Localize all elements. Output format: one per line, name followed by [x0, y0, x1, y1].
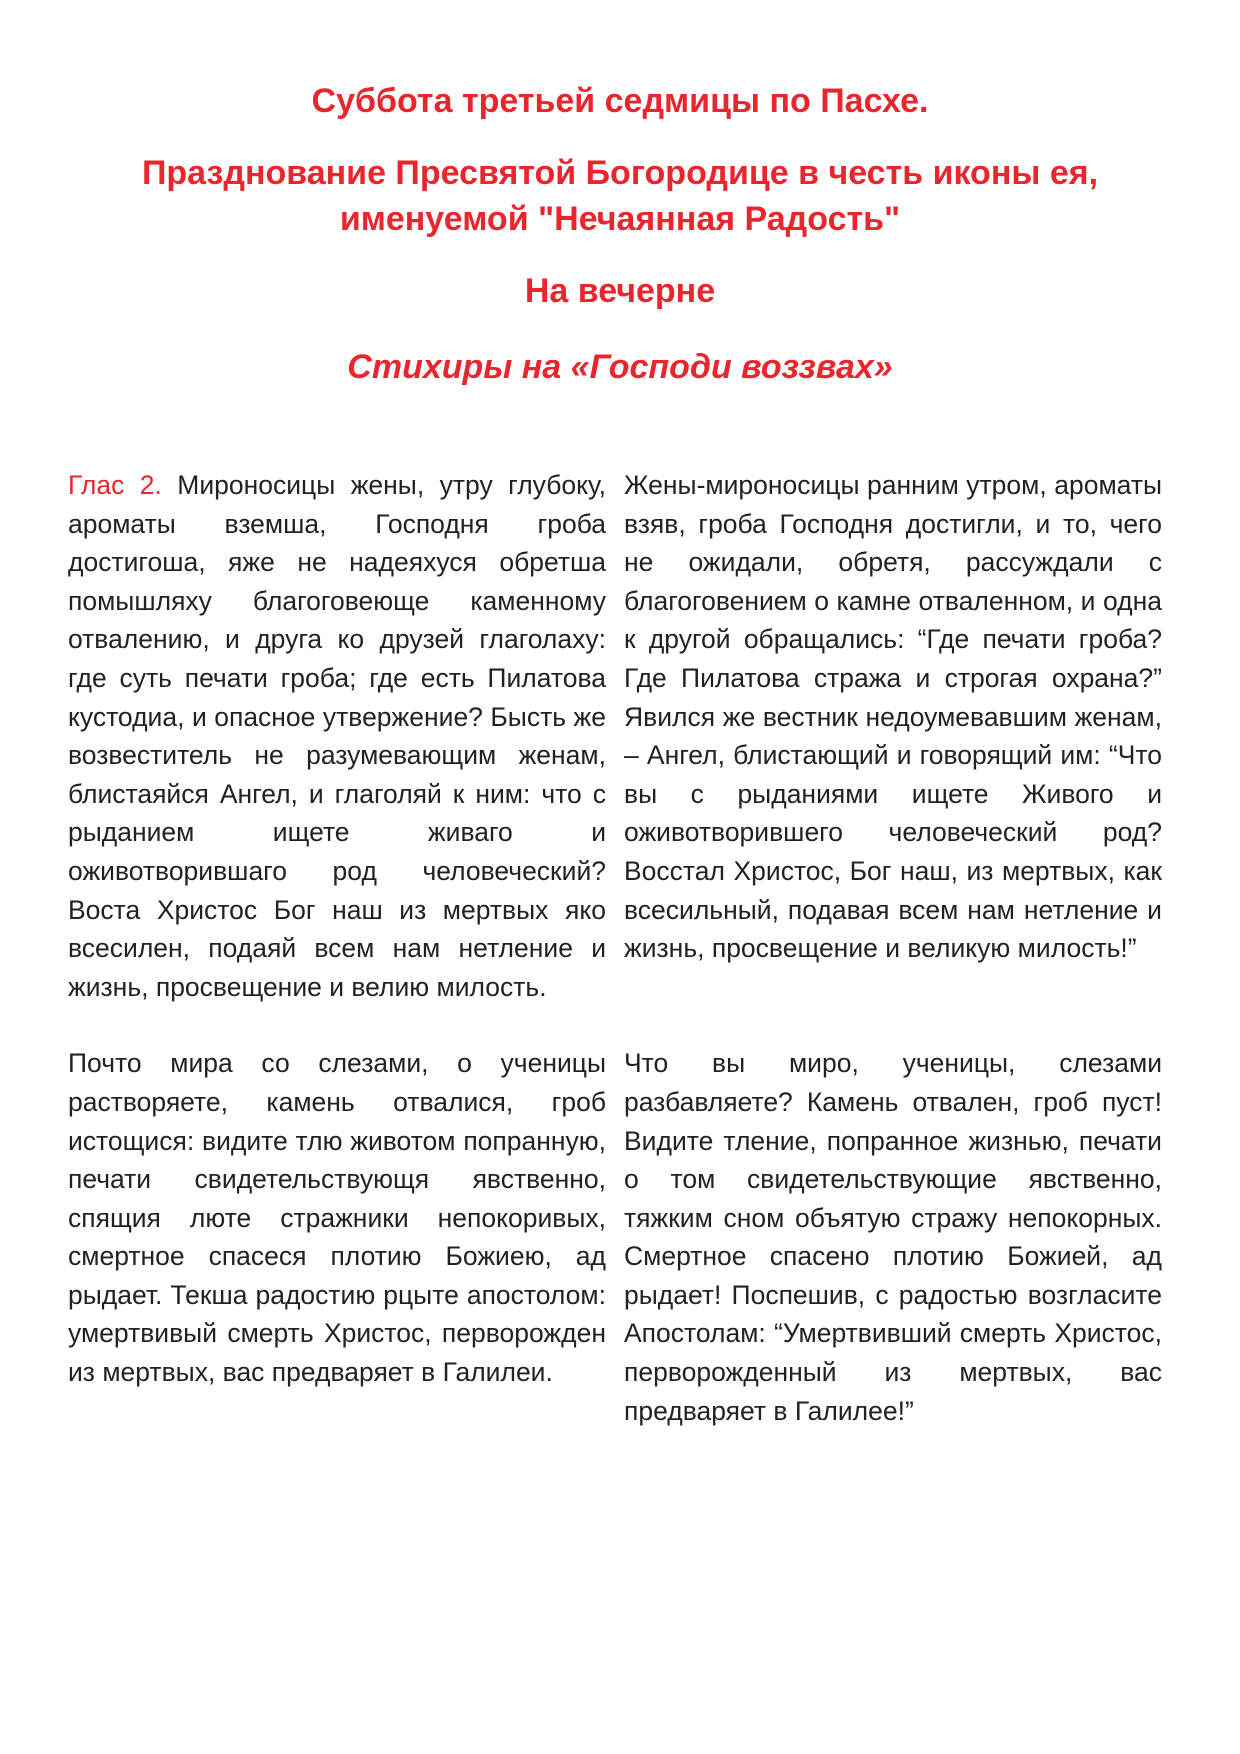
feast-title-line-2: именуемой "Нечаянная Радость" — [339, 200, 901, 238]
russian-column — [624, 1044, 1162, 1430]
russian-text: Что вы миро, ученицы, слезами разбавляете? Камень отвален, гроб пуст! Видите тление, попранное жизнью, печати о том свидетельствующие явственно, тяжким сном объятую стражу непокорных. Смертное спасено плотию Божией, ад рыдает! Поспешив, с радостью возгласите Апостолам: “Умертвивший смерть Христос, перворожденный из мертвых, вас предваряет в Галилее!” — [624, 1048, 1162, 1426]
russian-column — [624, 466, 1162, 1006]
day-title: Суббота третьей седмицы по Пасхе. — [311, 82, 929, 120]
heading-block — [60, 78, 1180, 390]
slavonic-column — [68, 466, 606, 1006]
slavonic-column — [68, 1044, 606, 1430]
slavonic-text: Почто мира со слезами, о ученицы растворяете, камень отвалися, гроб истощися: видите тлю животом попранную, печати свидетельствующя явственно, спящия люте стражники непокоривых, смертное спасеся плотию Божиею, ад рыдает. Текша радостию рцыте апостолом: умертвивый смерть Христос, перворожден из мертвых, вас предваряет в Галилеи. — [68, 1048, 606, 1388]
feast-title-line-1: Празднование Пресвятой Богородице в честь иконы ея, — [141, 154, 1099, 192]
feast-title — [60, 150, 1180, 242]
stanza-row — [68, 466, 1162, 1006]
parallel-text — [68, 466, 1162, 1468]
stichera-title: Стихиры на «Господи воззвах» — [347, 348, 893, 386]
service-title: На вечерне — [524, 272, 716, 310]
stanza-row — [68, 1044, 1162, 1430]
slavonic-text: Мироносицы жены, утру глубоку, ароматы вземша, Господня гроба достигоша, яже не надеяхуся обретша помышляху благоговеюще каменному отвалению, и друга ко друзей глаголаху: где суть печати гроба; где есть Пилатова кустодиа, и опасное утвержение? Бысть же возвеститель не разумевающим женам, блистаяйся Ангел, и глаголяй к ним: что с рыданием ищете живаго и оживотворившаго род человеческий? Воста Христос Бог наш из мертвых яко всесилен, подаяй всем нам нетление и жизнь, просвещение и велию милость. — [68, 470, 606, 1002]
tone-label: Глас 2. — [68, 470, 162, 500]
russian-text: Жены-мироносицы ранним утром, ароматы взяв, гроба Господня достигли, и то, чего не ожидали, обретя, рассуждали с благоговением о камне отваленном, и одна к другой обращались: “Где печати гроба? Где Пилатова стража и строгая охрана?” Явился же вестник недоумевавшим женам, – Ангел, блистающий и говорящий им: “Что вы с рыданиями ищете Живого и оживотворившего человеческий род? Восстал Христос, Бог наш, из мертвых, как всесильный, подавая всем нам нетление и жизнь, просвещение и великую милость!” — [624, 470, 1162, 964]
